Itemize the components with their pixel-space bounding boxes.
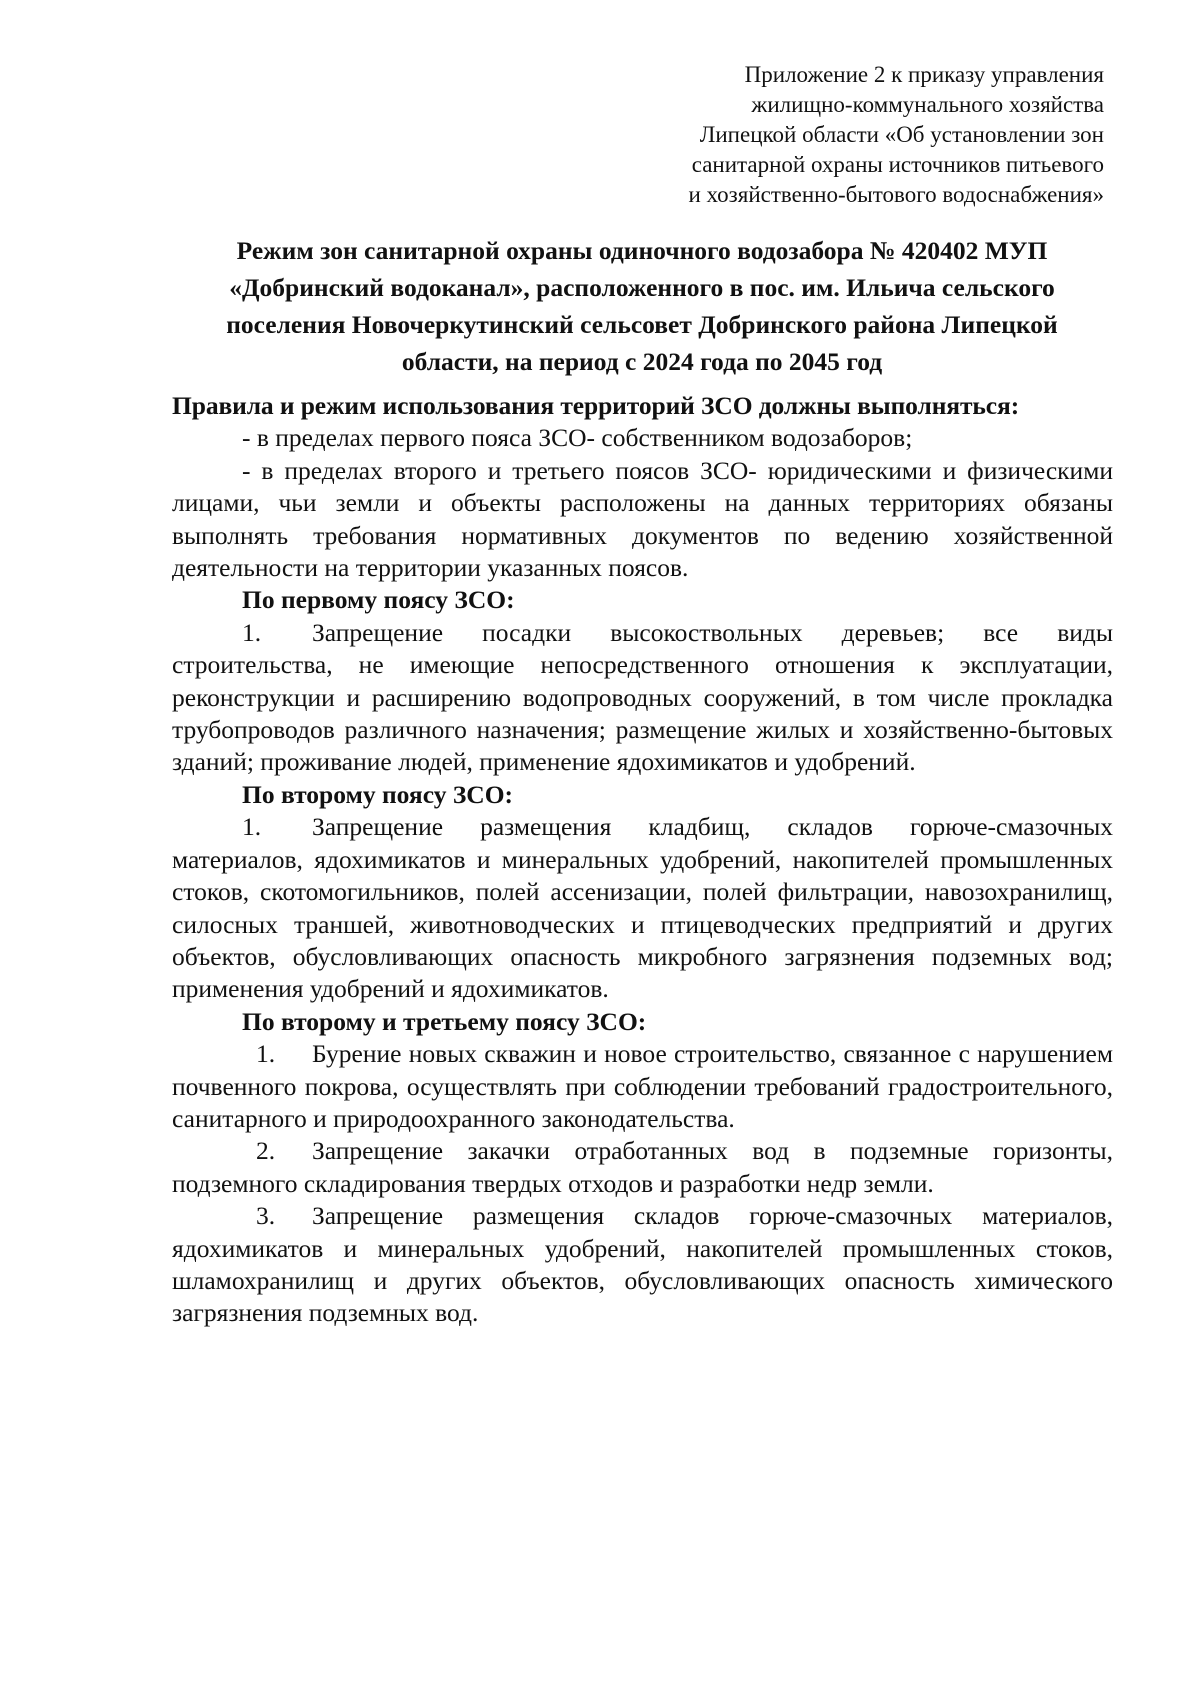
item-number: 2. (256, 1136, 276, 1166)
document-body (172, 390, 1113, 1330)
list-item (172, 1135, 1113, 1200)
item-text: Запрещение посадки высокоствольных деревьев; все виды строительства, не имеющие непосредственного отношения к эксплуатации, реконструкции и расширению водопроводных сооружений, в том числе прокладка трубопроводов различного назначения; размещение жилых и хозяйственно-бытовых зданий; проживание людей, применение ядохимикатов и удобрений. (172, 617, 1113, 777)
rules-second-third-belt: - в пределах второго и третьего поясов ЗСО- юридическими и физическими лицами, чьи земли и объекты расположены на данных территориях обязаны выполнять требования нормативных документов по ведению хозяйственной деятельности на территории указанных поясов. (172, 455, 1113, 583)
section-heading-belt2: По второму поясу ЗСО: (242, 779, 514, 809)
rules-first-belt: - в пределах первого пояса ЗСО- собственником водозаборов; (242, 423, 913, 453)
annex-line: жилищно-коммунального хозяйства (751, 92, 1104, 117)
title-line: области, на период с 2024 года по 2045 год (401, 347, 883, 376)
annex-line: санитарной охраны источников питьевого (691, 152, 1104, 177)
item-text: Запрещение размещения складов горюче-смазочных материалов, ядохимикатов и минеральных удобрений, накопителей промышленных стоков, шламохранилищ и других объектов, обусловливающих опасность химического загрязнения подземных вод. (172, 1201, 1113, 1328)
item-text: Запрещение размещения кладбищ, складов горюче-смазочных материалов, ядохимикатов и минеральных удобрений, накопителей промышленных стоков, скотомогильников, полей ассенизации, полей фильтрации, навозохранилищ, силосных траншей, животноводческих и птицеводческих предприятий и других объектов, обусловливающих опасность микробного загрязнения подземных вод; применения удобрений и ядохимикатов. (172, 812, 1113, 1004)
item-number: 1. (242, 812, 262, 842)
list-item (172, 811, 1113, 1005)
item-number: 3. (256, 1201, 276, 1231)
item-number: 1. (242, 617, 262, 647)
list-item (172, 617, 1113, 779)
item-text: Запрещение закачки отработанных вод в подземные горизонты, подземного складирования твердых отходов и разработки недр земли. (172, 1136, 1113, 1198)
list-item (172, 1038, 1113, 1135)
section-heading-belt1: По первому поясу ЗСО: (242, 585, 515, 615)
annex-header (584, 60, 1104, 210)
list-item (172, 1200, 1113, 1330)
annex-line: и хозяйственно-бытового водоснабжения» (688, 182, 1104, 207)
section-heading-belt2-3: По второму и третьему поясу ЗСО: (242, 1006, 647, 1036)
title-line: поселения Новочеркутинский сельсовет Добринского района Липецкой (226, 310, 1058, 339)
title-line: Режим зон санитарной охраны одиночного водозабора № 420402 МУП (236, 236, 1048, 265)
item-text: Бурение новых скважин и новое строительство, связанное с нарушением почвенного покрова, осуществлять при соблюдении требований градостроительного, санитарного и природоохранного законодательства. (172, 1039, 1113, 1133)
rules-heading: Правила и режим использования территорий ЗСО должны выполняться: (172, 391, 1020, 420)
annex-line: Приложение 2 к приказу управления (744, 62, 1104, 87)
annex-line: Липецкой области «Об установлении зон (699, 122, 1104, 147)
item-number: 1. (256, 1039, 276, 1069)
title-line: «Добринский водоканал», расположенного в пос. им. Ильича сельского (229, 273, 1055, 302)
document-title (170, 232, 1114, 380)
